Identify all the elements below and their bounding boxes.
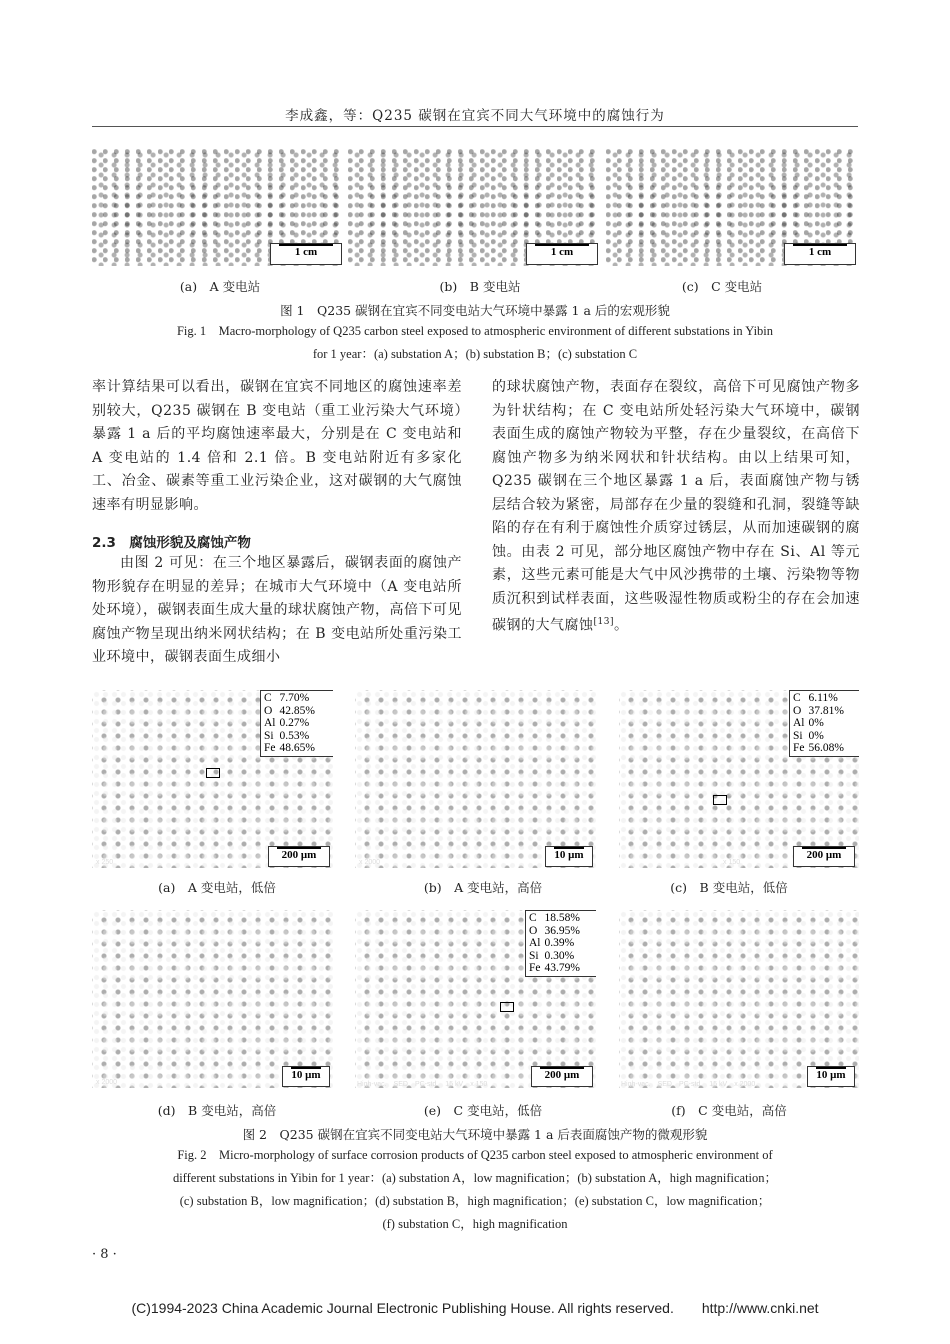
- fig1-scale-c: 1 cm: [784, 243, 856, 265]
- fig1-photo-b: [348, 149, 600, 266]
- running-header: 李成鑫，等：Q235 碳钢在宜宾不同大气环境中的腐蚀行为: [285, 108, 665, 124]
- fig2-scale-f: 10 μm: [807, 1066, 855, 1087]
- fig1-photo-a: [92, 149, 344, 266]
- fig2-label-f: (f) C 变电站，高倍: [671, 1103, 787, 1118]
- fig1-title-cn: 图 1 Q235 碳钢在宜宾不同变电站大气环境中暴露 1 a 后的宏观形貌: [280, 303, 670, 318]
- fig2-scale-d: 10 μm: [282, 1066, 330, 1087]
- fig2-mag-f: High-vac. SED PC-std. 15 kV x 2000: [621, 1081, 756, 1088]
- fig2-label-c: (c) B 变电站，低倍: [670, 880, 788, 895]
- fig2-photo-b: [355, 690, 596, 868]
- fig2-eds-region-e: [500, 1002, 514, 1012]
- left-para-2: 由图 2 可见：在三个地区暴露后，碳钢表面的腐蚀产物形貌存在明显的差异；在城市大气环境中（A 变电站所处环境），碳钢表面生成大量的球状腐蚀产物，高倍下可见腐蚀产物呈现出纳米网状结构；在 B 变电站所处重污染工业环境中，碳钢表面生成细小: [92, 555, 462, 665]
- fig2-scale-b: 10 μm: [545, 846, 593, 867]
- fig1-label-c: (c) C 变电站: [681, 279, 763, 294]
- fig2-photo-d: [92, 910, 333, 1088]
- fig2-label-b: (b) A 变电站，高倍: [423, 880, 543, 895]
- fig1-label-a: (a) A 变电站: [179, 279, 261, 294]
- fig2-mag-a: x 250: [96, 859, 114, 866]
- fig1-scale-a: 1 cm: [270, 243, 342, 265]
- fig2-photo-f: [619, 910, 859, 1088]
- fig2-title-cn: 图 2 Q235 碳钢在宜宾不同变电站大气环境中暴露 1 a 后表面腐蚀产物的微观形貌: [242, 1127, 708, 1142]
- fig2-eds-c: C 6.11% O 37.81% Al 0% Si 0% Fe 56.08%: [789, 690, 859, 757]
- fig1-title-en-1: Fig. 1 Macro-morphology of Q235 carbon steel exposed to atmospheric environment of different substations in Yibin: [176, 324, 774, 338]
- fig2-title-en-4: (f) substation C，high magnification: [382, 1217, 568, 1231]
- fig2-title-en-2: different substations in Yibin for 1 year：(a) substation A，low magnification；(b) substation A，high magnification；: [172, 1171, 778, 1185]
- right-para-1: [492, 376, 860, 638]
- fig2-mag-d: x 2000: [96, 1079, 118, 1086]
- fig2-eds-region-a: [206, 768, 220, 778]
- page-number: · 8 ·: [92, 1247, 117, 1262]
- section-heading-2-3: 2.3 腐蚀形貌及腐蚀产物: [92, 535, 251, 551]
- ref-13: [13]: [593, 617, 614, 627]
- fig1-title-en-2: for 1 year：(a) substation A；(b) substation B；(c) substation C: [312, 347, 638, 361]
- fig2-photo-c: [619, 690, 859, 868]
- fig2-label-e: (e) C 变电站，低倍: [423, 1103, 543, 1118]
- fig2-eds-region-c: [713, 795, 727, 805]
- header-rule: [92, 126, 858, 127]
- fig2-scale-c: 200 μm: [793, 846, 855, 867]
- fig2-photo-a: [92, 690, 333, 868]
- fig1-label-b: (b) B 变电站: [439, 279, 521, 294]
- fig2-scale-e: 200 μm: [531, 1066, 593, 1087]
- right-para-end: 。: [613, 617, 629, 634]
- fig2-mag-c: x 150: [723, 859, 741, 866]
- right-para-text: 的球状腐蚀产物，表面存在裂纹，高倍下可见腐蚀产物多为针状结构；在 C 变电站所处轻污染大气环境中，碳钢表面生成的腐蚀产物较为平整，存在少量裂纹，在高倍下腐蚀产物多为纳米网状和针状结构。由以上结果可知，Q235 碳钢在三个地区暴露 1 a 后，表面腐蚀产物与锈层结合较为紧密，局部存在少量的裂缝和孔洞，裂缝等缺陷的存在有利于腐蚀性介质穿过锈层，从而加速碳钢的腐蚀。由表 2 可见，部分地区腐蚀产物中存在 Si、Al 等元素，这些元素可能是大气中风沙携带的土壤、污染物等物质沉积到试样表面，这些吸湿性物质或粉尘的存在会加速碳钢的大气腐蚀: [492, 379, 860, 634]
- fig2-title-en-3: (c) substation B，low magnification；(d) substation B，high magnification；(e) substation C，low magnification；: [179, 1194, 771, 1208]
- fig2-mag-b: x 2000: [359, 859, 381, 866]
- fig2-eds-a: C 7.70% O 42.85% Al 0.27% Si 0.53% Fe 48.65%: [260, 690, 333, 757]
- copyright-footer: (C)1994-2023 China Academic Journal Electronic Publishing House. All rights reserved. http://www.cnki.net: [131, 1300, 819, 1316]
- fig2-label-a: (a) A 变电站，低倍: [158, 880, 276, 895]
- fig1-scale-b: 1 cm: [526, 243, 598, 265]
- fig2-scale-a: 200 μm: [268, 846, 330, 867]
- fig2-eds-e: C 18.58% O 36.95% Al 0.39% Si 0.30% Fe 43.79%: [525, 910, 596, 977]
- fig2-photo-e: [355, 910, 596, 1088]
- fig1-photo-c: [606, 149, 858, 266]
- fig2-mag-e: High-vac. SED PC-std. 15 kV x 150: [357, 1081, 488, 1088]
- left-para-1: 率计算结果可以看出，碳钢在宜宾不同地区的腐蚀速率差别较大，Q235 碳钢在 B 变电站（重工业污染大气环境）暴露 1 a 后的平均腐蚀速率最大，分别是在 C 变电站和 A 变电站的 1.4 倍和 2.1 倍。B 变电站附近有多家化工、冶金、碳素等重工业污染企业，这对碳钢的大气腐蚀速率有明显影响。: [92, 379, 462, 513]
- fig2-title-en-1: Fig. 2 Micro-morphology of surface corrosion products of Q235 carbon steel exposed to atmospheric environment of: [177, 1148, 773, 1162]
- fig2-label-d: (d) B 变电站，高倍: [157, 1103, 277, 1118]
